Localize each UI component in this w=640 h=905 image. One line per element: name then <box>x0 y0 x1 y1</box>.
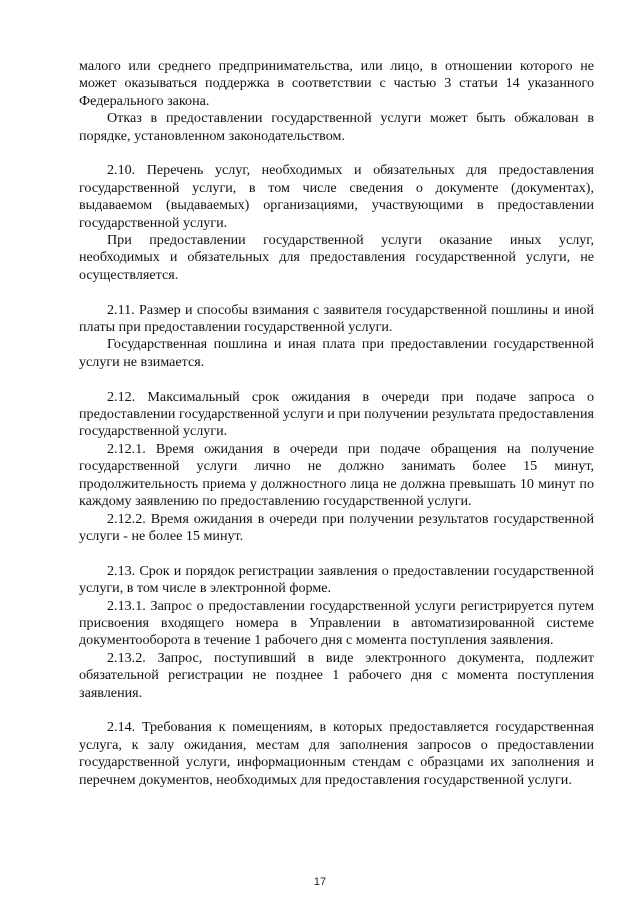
paragraph-gap <box>79 702 594 719</box>
section-2-13-2-text: 2.13.2. Запрос, поступивший в виде электронного документа, подлежит обязательной регистрации не позднее 1 рабочего дня с момента поступления заявления. <box>79 649 594 701</box>
section-2-10-heading: 2.10. Перечень услуг, необходимых и обязательных для предоставления государственной услуги, в том числе сведения о документе (документах), выдаваемом (выдаваемых) организациями, участвующими в предоставлении государственной услуги. <box>79 162 594 231</box>
section-2-13-1-text: 2.13.1. Запрос о предоставлении государственной услуги регистрируется путем присвоения входящего номера в Управлении в автоматизированной системе документооборота в течение 1 рабочего дня с момента поступления заявления. <box>79 597 594 649</box>
section-2-12-1-text: 2.12.1. Время ожидания в очереди при подаче обращения на получение государственной услуги лично не должно занимать более 15 минут, продолжительность приема у должностного лица не должна превышать 10 минут по каждому заявлению по предоставлению государственной услуги. <box>79 440 594 510</box>
paragraph-appeal: Отказ в предоставлении государственной услуги может быть обжалован в порядке, установленном законодательством. <box>79 110 594 144</box>
section-2-11-heading: 2.11. Размер и способы взимания с заявителя государственной пошлины и иной платы при предоставлении государственной услуги. <box>79 301 594 336</box>
page-number: 17 <box>313 876 327 888</box>
paragraph-gap <box>79 371 594 388</box>
paragraph-continuation: малого или среднего предпринимательства, или лицо, в отношении которого не может оказываться поддержка в соответствии с частью 3 статьи 14 указанного Федерального закона. <box>79 58 594 109</box>
section-2-11-text: Государственная пошлина и иная плата при предоставлении государственной услуги не взимается. <box>79 336 594 370</box>
paragraph-gap <box>79 545 594 562</box>
section-2-14-heading: 2.14. Требования к помещениям, в которых предоставляется государственная услуга, к залу ожидания, местам для заполнения запросов о предоставлении государственной услуги, информационным стендам с образцами их заполнения и перечнем документов, необходимых для предоставления государственной услуги. <box>79 719 594 788</box>
section-2-10-text: При предоставлении государственной услуги оказание иных услуг, необходимых и обязательных для предоставления государственной услуги, не осуществляется. <box>79 232 594 283</box>
document-body <box>79 58 594 789</box>
paragraph-gap <box>79 145 594 162</box>
section-2-13-heading: 2.13. Срок и порядок регистрации заявления о предоставлении государственной услуги, в том числе в электронной форме. <box>79 562 594 597</box>
paragraph-gap <box>79 284 594 301</box>
section-2-12-heading: 2.12. Максимальный срок ожидания в очереди при подаче запроса о предоставлении государственной услуги и при получении результата предоставления государственной услуги. <box>79 388 594 440</box>
section-2-12-2-text: 2.12.2. Время ожидания в очереди при получении результатов государственной услуги - не более 15 минут. <box>79 510 594 544</box>
